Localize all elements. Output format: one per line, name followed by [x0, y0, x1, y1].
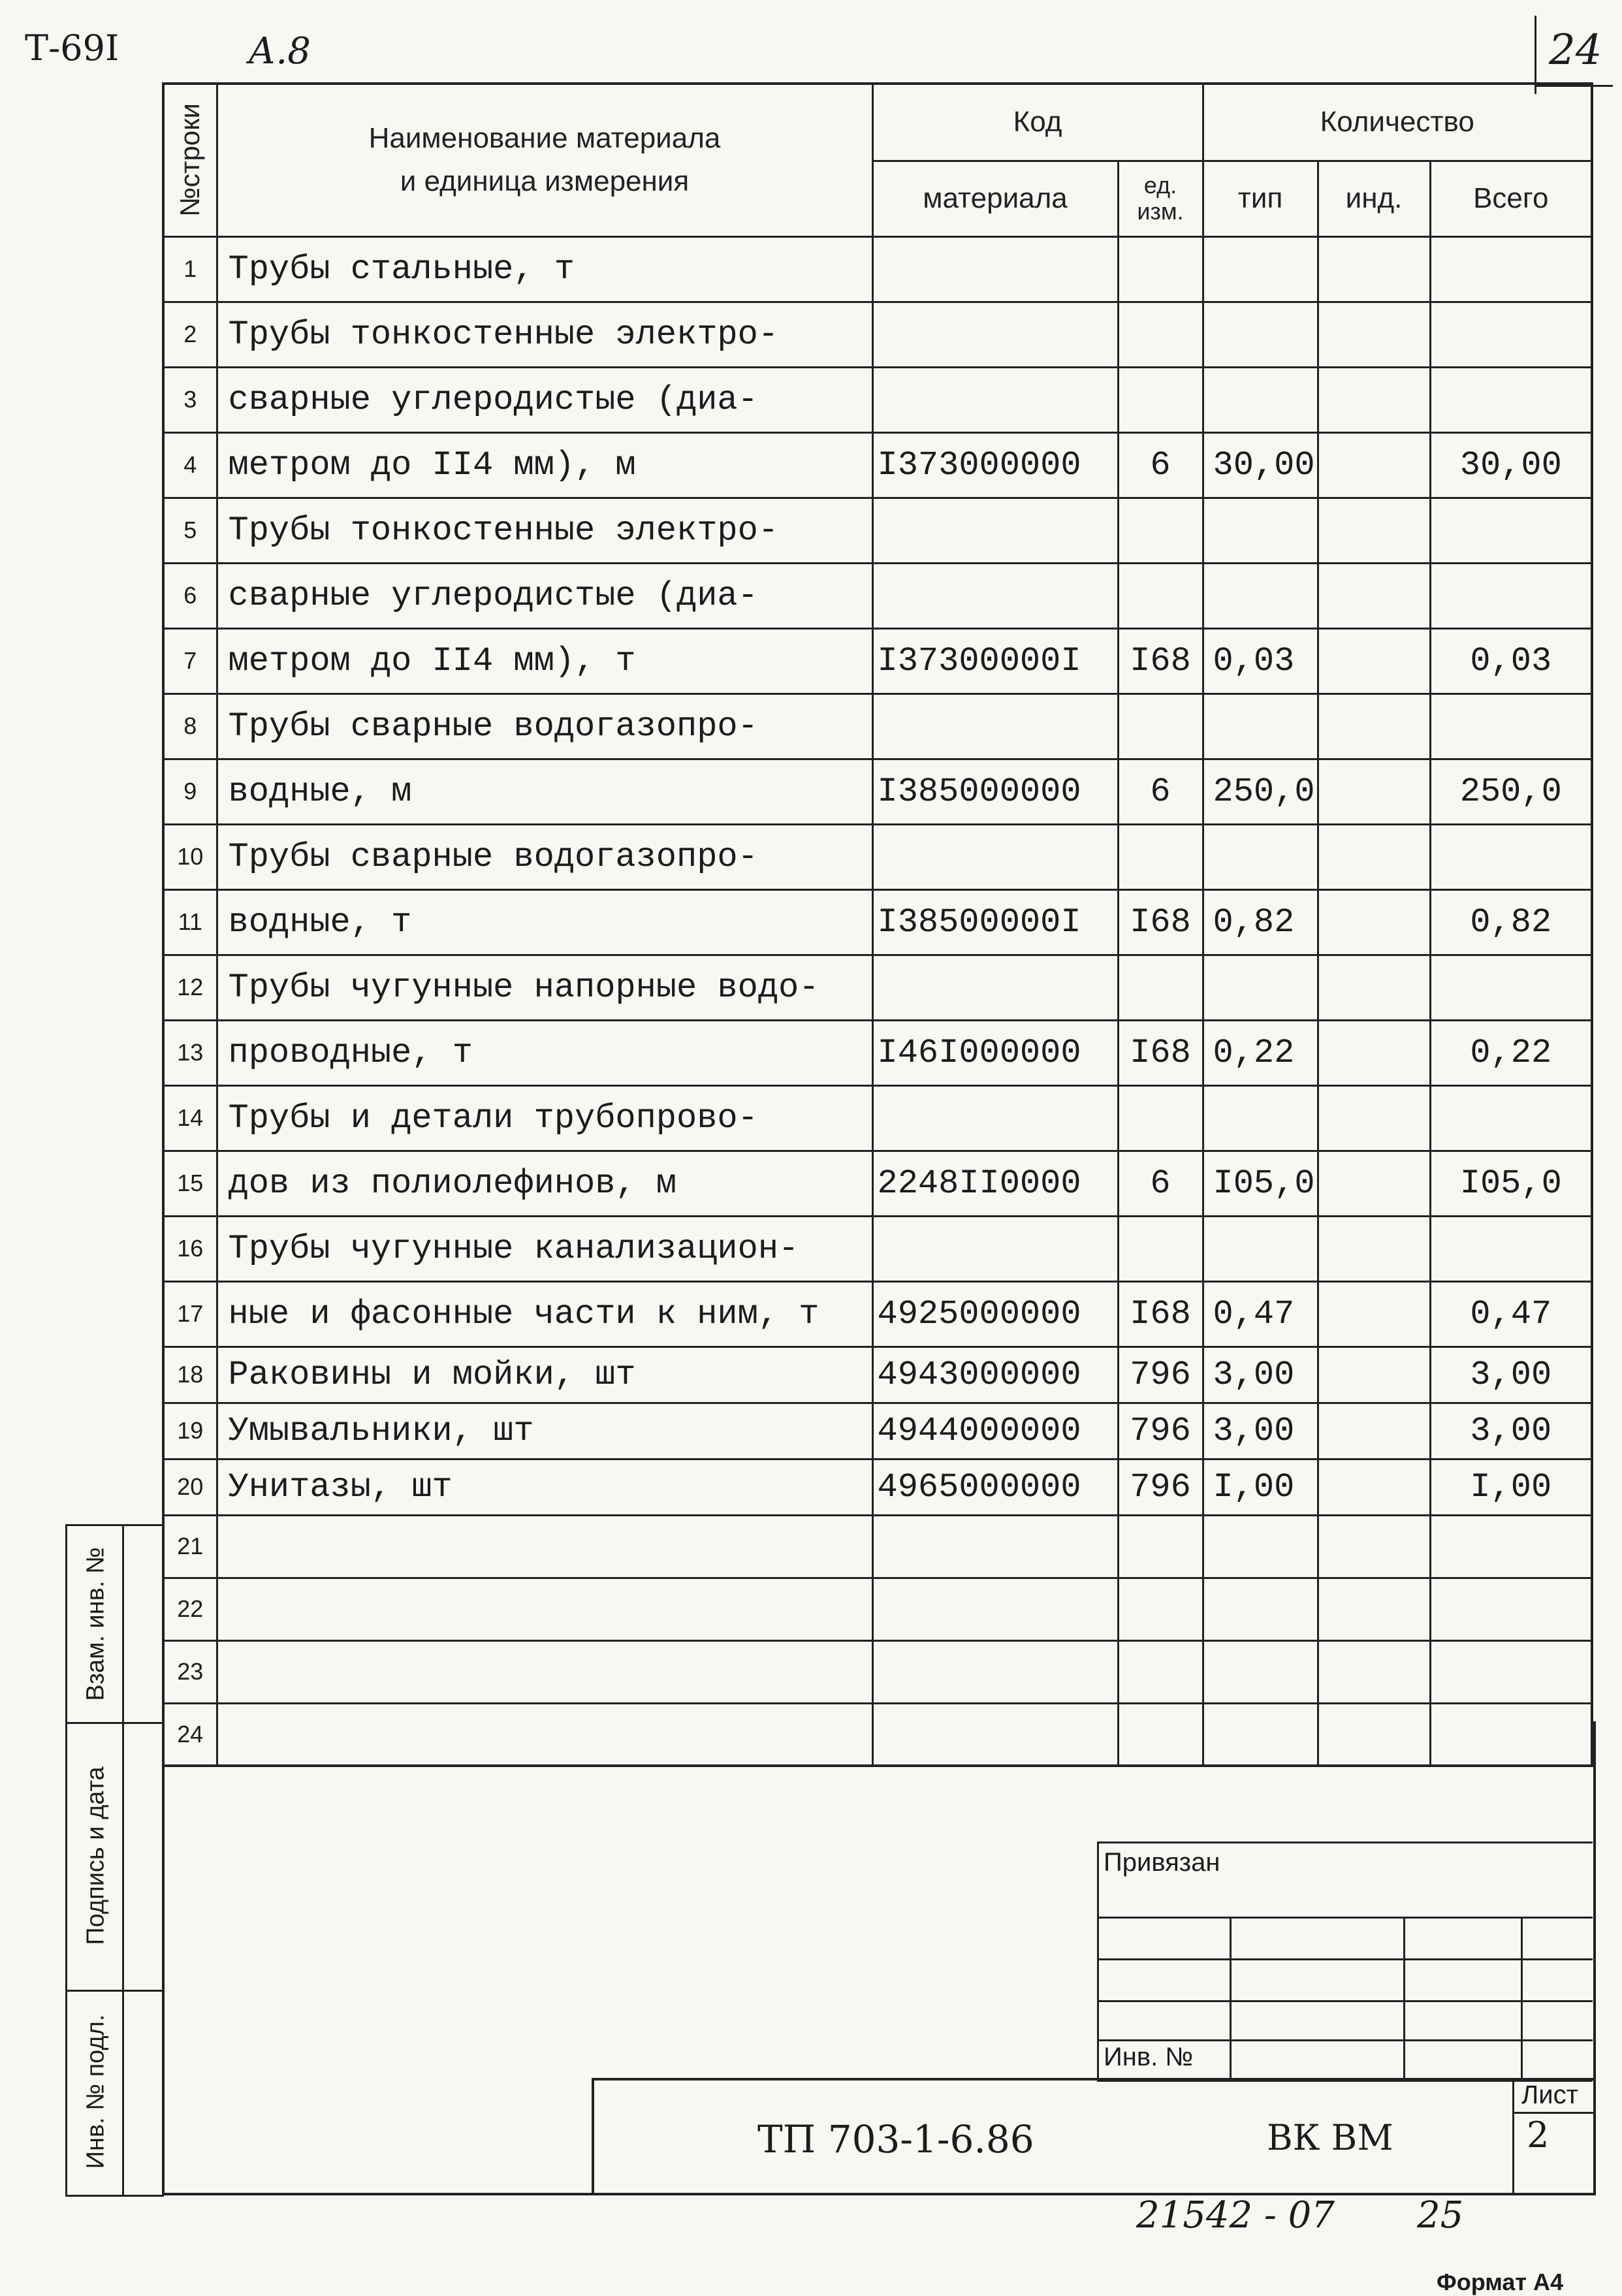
ind-quantity-cell: [1318, 824, 1430, 889]
material-code-cell: [872, 563, 1118, 628]
row-number-cell: 8: [163, 694, 217, 759]
table-row: [163, 1281, 1592, 1347]
ind-quantity-cell: [1318, 1459, 1430, 1515]
table-row: [163, 759, 1592, 824]
material-name-cell: [217, 1578, 872, 1640]
table-row: [163, 1459, 1592, 1515]
material-code-cell: [872, 1515, 1118, 1578]
podpis-data-cell: [67, 1722, 164, 1992]
total-quantity-cell: [1430, 955, 1592, 1020]
material-code-cell: 4943000000: [872, 1347, 1118, 1403]
row-number-cell: 16: [163, 1216, 217, 1281]
ind-quantity-cell: [1318, 1640, 1430, 1703]
row-number-cell: 17: [163, 1281, 217, 1347]
inventory-label: Инв. №: [1104, 2043, 1194, 2071]
type-quantity-cell: [1203, 824, 1318, 889]
vzam-inv-label: Взам. инв. №: [82, 1547, 110, 1701]
ind-quantity-cell: [1318, 1515, 1430, 1578]
materials-table: [162, 82, 1593, 1767]
material-name-cell: Трубы и детали трубопрово-: [217, 1085, 872, 1151]
row-number-cell: 11: [163, 889, 217, 955]
ind-quantity-cell: [1318, 955, 1430, 1020]
type-quantity-cell: [1203, 1578, 1318, 1640]
material-code-cell: [872, 367, 1118, 432]
row-number-cell: 5: [163, 498, 217, 563]
handwritten-mark: А.8: [248, 30, 311, 72]
material-code-cell: I46I000000: [872, 1020, 1118, 1085]
total-quantity-cell: [1430, 1578, 1592, 1640]
material-code-cell: I385000000: [872, 759, 1118, 824]
material-name-cell: Трубы чугунные напорные водо-: [217, 955, 872, 1020]
row-number-cell: 15: [163, 1151, 217, 1216]
ind-quantity-cell: [1318, 1578, 1430, 1640]
material-code-cell: [872, 236, 1118, 302]
inv-podl-cell: [67, 1990, 164, 2193]
ind-quantity-cell: [1318, 367, 1430, 432]
unit-code-cell: [1118, 1515, 1203, 1578]
ind-quantity-cell: [1318, 759, 1430, 824]
ind-quantity-cell: [1318, 694, 1430, 759]
material-name-cell: проводные, т: [217, 1020, 872, 1085]
row-number-cell: 13: [163, 1020, 217, 1085]
row-number-cell: 14: [163, 1085, 217, 1151]
unit-code-cell: 6: [1118, 759, 1203, 824]
sheet-label: Лист: [1521, 2081, 1578, 2109]
total-quantity-cell: 3,00: [1430, 1403, 1592, 1459]
ind-quantity-cell: [1318, 563, 1430, 628]
material-name-cell: метром до II4 мм), м: [217, 432, 872, 498]
table-row: [163, 302, 1592, 367]
total-quantity-cell: [1430, 302, 1592, 367]
material-name-cell: ные и фасонные части к ним, т: [217, 1281, 872, 1347]
row-number-cell: 22: [163, 1578, 217, 1640]
material-name-header-line2: и единица измерения: [400, 165, 690, 198]
type-header: тип: [1203, 161, 1318, 236]
type-quantity-cell: [1203, 1216, 1318, 1281]
material-code-cell: I37300000I: [872, 628, 1118, 694]
material-name-cell: Трубы чугунные канализацион-: [217, 1216, 872, 1281]
material-code-cell: I38500000I: [872, 889, 1118, 955]
type-quantity-cell: [1203, 367, 1318, 432]
material-name-cell: сварные углеродистые (диа-: [217, 367, 872, 432]
row-number-cell: 2: [163, 302, 217, 367]
type-quantity-cell: [1203, 563, 1318, 628]
type-quantity-cell: [1203, 955, 1318, 1020]
format-label: Формат А4: [1437, 2269, 1564, 2295]
material-code-cell: I373000000: [872, 432, 1118, 498]
ind-quantity-cell: [1318, 1347, 1430, 1403]
type-quantity-cell: [1203, 694, 1318, 759]
code-header: Код: [872, 84, 1203, 161]
unit-code-cell: 796: [1118, 1403, 1203, 1459]
material-code-cell: 2248II0000: [872, 1151, 1118, 1216]
material-name-cell: Раковины и мойки, шт: [217, 1347, 872, 1403]
total-quantity-cell: [1430, 824, 1592, 889]
total-quantity-cell: 250,0: [1430, 759, 1592, 824]
table-row: [163, 1403, 1592, 1459]
quantity-header: Количество: [1203, 84, 1592, 161]
archive-page: 25: [1417, 2194, 1464, 2237]
material-name-cell: [217, 1640, 872, 1703]
row-number-cell: 20: [163, 1459, 217, 1515]
type-quantity-cell: I05,0: [1203, 1151, 1318, 1216]
total-quantity-cell: [1430, 236, 1592, 302]
podpis-data-label: Подпись и дата: [82, 1766, 110, 1945]
total-quantity-cell: 0,03: [1430, 628, 1592, 694]
material-code-cell: [872, 1216, 1118, 1281]
material-name-cell: сварные углеродистые (диа-: [217, 563, 872, 628]
type-quantity-cell: 0,03: [1203, 628, 1318, 694]
total-quantity-cell: I,00: [1430, 1459, 1592, 1515]
ind-quantity-cell: [1318, 236, 1430, 302]
ind-quantity-cell: [1318, 1281, 1430, 1347]
unit-code-cell: [1118, 824, 1203, 889]
unit-code-cell: 796: [1118, 1459, 1203, 1515]
row-number-header: №строки: [163, 84, 217, 236]
type-quantity-cell: 3,00: [1203, 1403, 1318, 1459]
ind-quantity-cell: [1318, 1403, 1430, 1459]
material-name-cell: дов из полиолефинов, м: [217, 1151, 872, 1216]
table-body: [163, 236, 1592, 1766]
material-code-cell: [872, 1085, 1118, 1151]
table-row: [163, 236, 1592, 302]
row-number-cell: 3: [163, 367, 217, 432]
total-quantity-cell: 0,47: [1430, 1281, 1592, 1347]
ind-quantity-cell: [1318, 628, 1430, 694]
type-quantity-cell: [1203, 1640, 1318, 1703]
ind-quantity-cell: [1318, 1020, 1430, 1085]
document-code: Т-69I: [25, 27, 119, 69]
table-row: [163, 694, 1592, 759]
row-number-cell: 24: [163, 1703, 217, 1766]
material-name-header-line1: Наименование материала: [368, 122, 721, 155]
material-name-cell: Трубы тонкостенные электро-: [217, 498, 872, 563]
type-quantity-cell: 30,00: [1203, 432, 1318, 498]
material-name-cell: [217, 1515, 872, 1578]
privyazan-label: Привязан: [1104, 1848, 1220, 1877]
ind-quantity-cell: [1318, 498, 1430, 563]
unit-code-cell: [1118, 955, 1203, 1020]
total-quantity-cell: [1430, 1216, 1592, 1281]
left-stamp-strip: [65, 1524, 164, 2197]
unit-code-cell: I68: [1118, 889, 1203, 955]
material-name-cell: Умывальники, шт: [217, 1403, 872, 1459]
type-quantity-cell: 250,0: [1203, 759, 1318, 824]
row-number-cell: 18: [163, 1347, 217, 1403]
ind-quantity-cell: [1318, 1085, 1430, 1151]
unit-code-cell: 6: [1118, 432, 1203, 498]
row-number-cell: 21: [163, 1515, 217, 1578]
total-quantity-cell: [1430, 1515, 1592, 1578]
material-name-cell: водные, м: [217, 759, 872, 824]
total-quantity-cell: [1430, 367, 1592, 432]
table-row: [163, 1216, 1592, 1281]
row-number-cell: 9: [163, 759, 217, 824]
total-quantity-cell: [1430, 498, 1592, 563]
material-name-cell: Трубы тонкостенные электро-: [217, 302, 872, 367]
vzam-inv-cell: [67, 1526, 164, 1724]
total-quantity-cell: [1430, 1640, 1592, 1703]
material-code-cell: [872, 694, 1118, 759]
type-quantity-cell: 3,00: [1203, 1347, 1318, 1403]
ind-quantity-cell: [1318, 1216, 1430, 1281]
project-code: ТП 703-1-6.86: [757, 2117, 1034, 2161]
total-quantity-cell: I05,0: [1430, 1151, 1592, 1216]
material-code-cell: 4925000000: [872, 1281, 1118, 1347]
ind-quantity-cell: [1318, 1151, 1430, 1216]
unit-code-cell: [1118, 498, 1203, 563]
type-quantity-cell: 0,82: [1203, 889, 1318, 955]
table-row: [163, 563, 1592, 628]
table-row: [163, 1640, 1592, 1703]
ind-quantity-cell: [1318, 889, 1430, 955]
type-quantity-cell: [1203, 236, 1318, 302]
table-row: [163, 955, 1592, 1020]
material-name-cell: Трубы стальные, т: [217, 236, 872, 302]
material-code-cell: [872, 1640, 1118, 1703]
material-name-cell: Унитазы, шт: [217, 1459, 872, 1515]
ind-quantity-cell: [1318, 302, 1430, 367]
type-quantity-cell: [1203, 498, 1318, 563]
total-header: Всего: [1430, 161, 1592, 236]
unit-code-cell: [1118, 1216, 1203, 1281]
total-quantity-cell: [1430, 1085, 1592, 1151]
unit-code-cell: I68: [1118, 1020, 1203, 1085]
inv-podl-label: Инв. № подл.: [82, 2014, 110, 2169]
material-code-cell: 4944000000: [872, 1403, 1118, 1459]
type-quantity-cell: [1203, 1085, 1318, 1151]
table-row: [163, 1347, 1592, 1403]
table-row: [163, 367, 1592, 432]
archive-number: 21542 - 07: [1136, 2194, 1335, 2237]
material-name-cell: Трубы сварные водогазопро-: [217, 694, 872, 759]
material-code-cell: [872, 1578, 1118, 1640]
material-name-cell: метром до II4 мм), т: [217, 628, 872, 694]
unit-code-cell: [1118, 563, 1203, 628]
material-code-header: материала: [872, 161, 1118, 236]
table-row: [163, 1151, 1592, 1216]
ind-header: инд.: [1318, 161, 1430, 236]
ind-quantity-cell: [1318, 432, 1430, 498]
row-number-cell: 1: [163, 236, 217, 302]
unit-code-cell: [1118, 694, 1203, 759]
material-code-cell: [872, 824, 1118, 889]
total-quantity-cell: 0,22: [1430, 1020, 1592, 1085]
document-mark: ВК ВМ: [1267, 2117, 1393, 2158]
row-number-cell: 12: [163, 955, 217, 1020]
type-quantity-cell: I,00: [1203, 1459, 1318, 1515]
row-number-cell: 23: [163, 1640, 217, 1703]
table-row: [163, 628, 1592, 694]
unit-code-cell: I68: [1118, 628, 1203, 694]
material-code-cell: [872, 955, 1118, 1020]
type-quantity-cell: 0,47: [1203, 1281, 1318, 1347]
material-name-cell: водные, т: [217, 889, 872, 955]
table-row: [163, 1515, 1592, 1578]
sheet-number: 2: [1527, 2114, 1550, 2156]
material-code-cell: [872, 302, 1118, 367]
material-code-cell: [872, 498, 1118, 563]
unit-code-cell: I68: [1118, 1281, 1203, 1347]
row-number-cell: 4: [163, 432, 217, 498]
total-quantity-cell: [1430, 694, 1592, 759]
unit-code-cell: [1118, 1085, 1203, 1151]
table-row: [163, 824, 1592, 889]
table-row: [163, 498, 1592, 563]
row-number-cell: 7: [163, 628, 217, 694]
table-row: [163, 1020, 1592, 1085]
page-number: 24: [1549, 26, 1602, 74]
material-name-header: [217, 84, 872, 236]
row-number-cell: 19: [163, 1403, 217, 1459]
table-row: [163, 432, 1592, 498]
unit-header: ед. изм.: [1118, 161, 1203, 236]
unit-code-cell: 796: [1118, 1347, 1203, 1403]
type-quantity-cell: [1203, 1515, 1318, 1578]
unit-code-cell: [1118, 302, 1203, 367]
total-quantity-cell: 3,00: [1430, 1347, 1592, 1403]
table-row: [163, 889, 1592, 955]
unit-code-cell: [1118, 1640, 1203, 1703]
type-quantity-cell: [1203, 302, 1318, 367]
total-quantity-cell: 30,00: [1430, 432, 1592, 498]
material-name-cell: Трубы сварные водогазопро-: [217, 824, 872, 889]
total-quantity-cell: 0,82: [1430, 889, 1592, 955]
unit-code-cell: [1118, 367, 1203, 432]
table-row: [163, 1085, 1592, 1151]
table-row: [163, 1578, 1592, 1640]
title-block: [592, 2078, 1593, 2195]
header-row-1: [163, 84, 1592, 161]
unit-code-cell: 6: [1118, 1151, 1203, 1216]
unit-code-cell: [1118, 1578, 1203, 1640]
type-quantity-cell: 0,22: [1203, 1020, 1318, 1085]
material-code-cell: 4965000000: [872, 1459, 1118, 1515]
row-number-cell: 10: [163, 824, 217, 889]
total-quantity-cell: [1430, 563, 1592, 628]
unit-code-cell: [1118, 236, 1203, 302]
row-number-cell: 6: [163, 563, 217, 628]
